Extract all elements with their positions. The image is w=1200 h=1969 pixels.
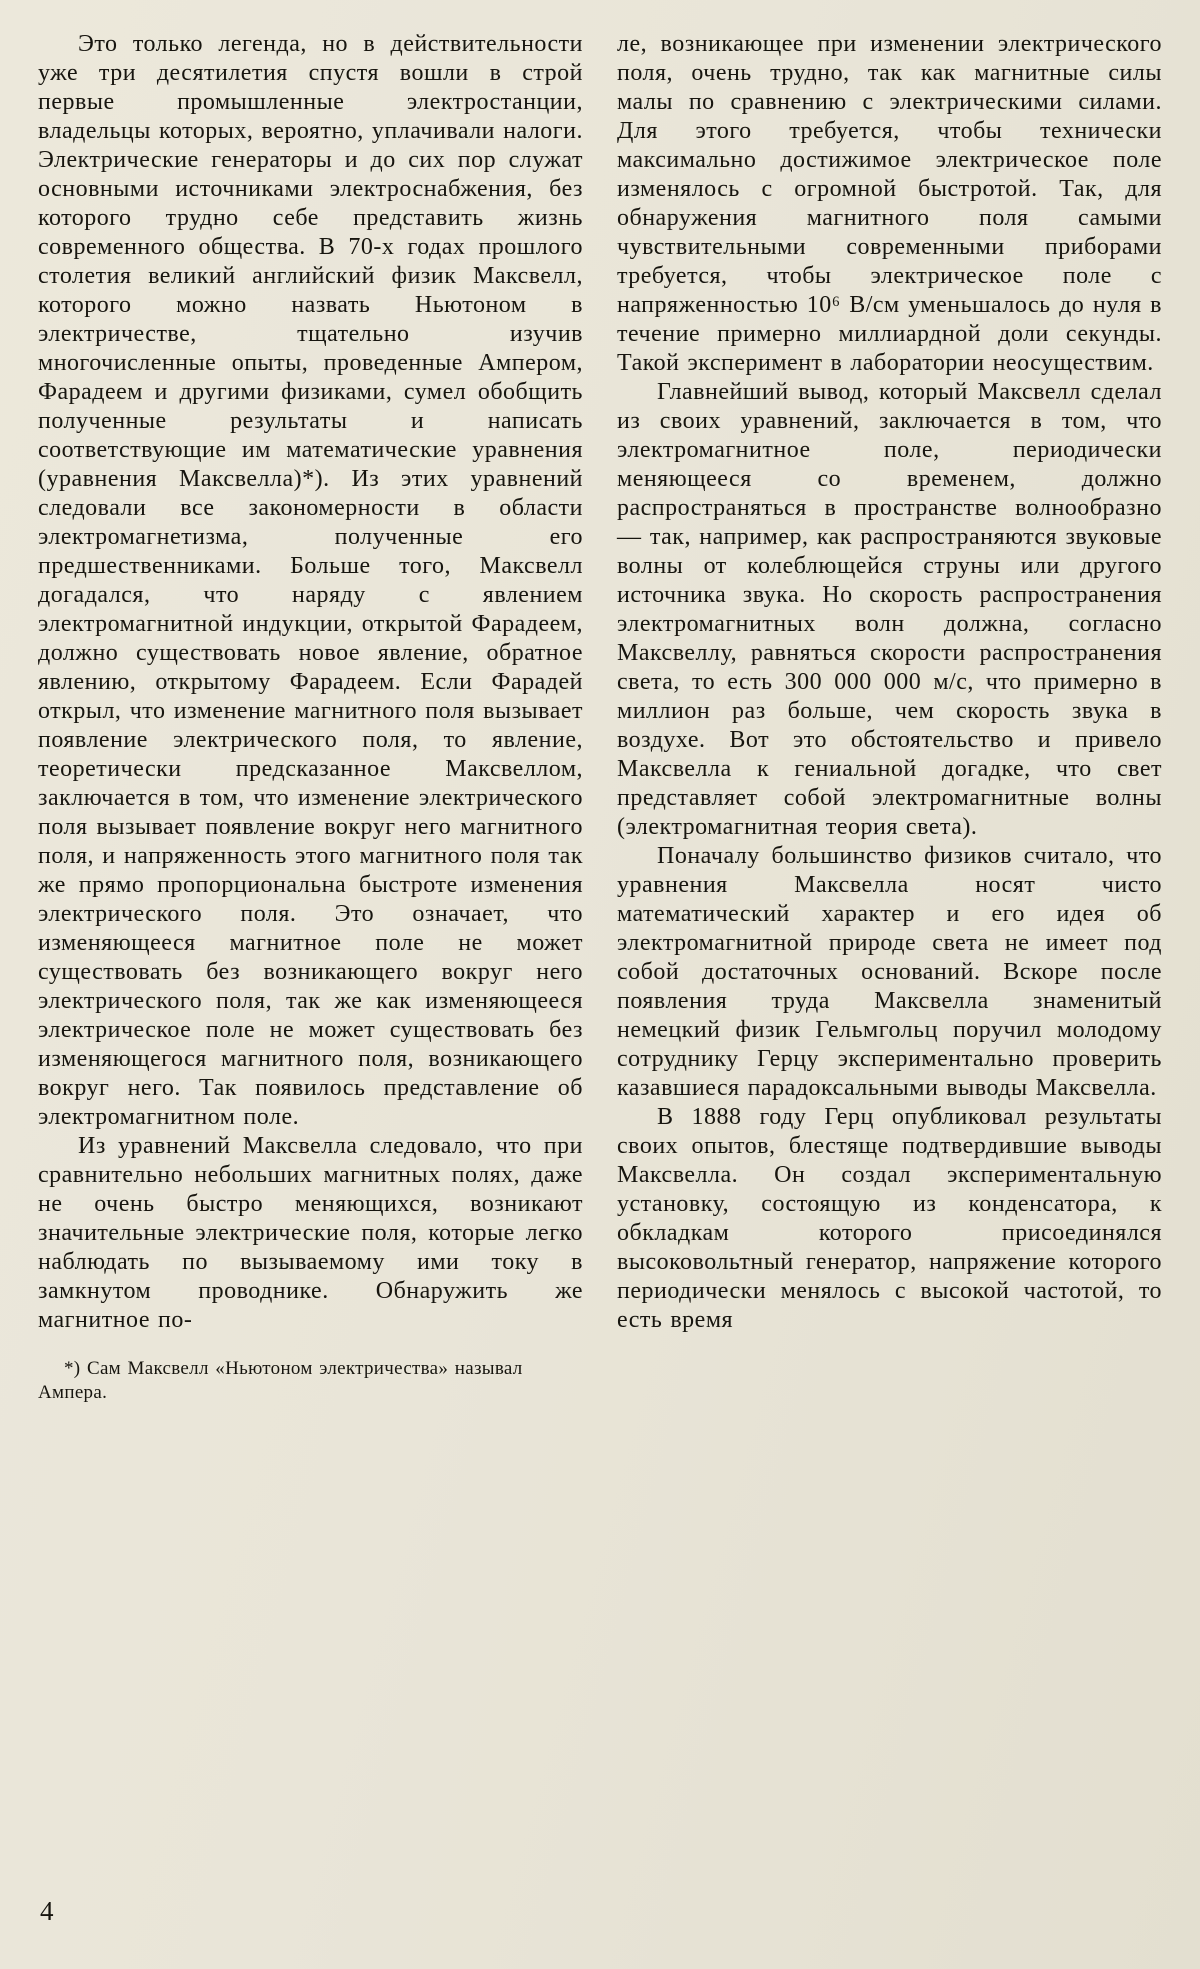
paragraph: Из уравнений Максвелла следовало, что при сравнительно небольших магнитных полях, даже не очень быстро меняющихся, возникают значительные электрические поля, которые легко наблюдать по вызываемому ими току в замкнутом проводнике. Обнаружить же магнитное по- — [38, 1133, 583, 1333]
right-column — [617, 30, 1162, 1335]
paragraph: Это только легенда, но в действительности уже три десятилетия спустя вошли в строй первые промышленные электростанции, владельцы которых, вероятно, уплачивали налоги. Электрические генераторы и до сих пор служат основными источниками электроснабжения, без которого трудно себе представить жизнь современного общества. В 70-х годах прошлого столетия великий английский физик Максвелл, которого можно назвать Ньютоном в электричестве, тщательно изучив многочисленные опыты, проведенные Ампером, Фарадеем и другими физиками, сумел обобщить полученные результаты и написать соответствующие им математические уравнения (уравнения Максвелла)*). Из этих уравнений следовали все закономерности в области электромагнетизма, полученные его предшественниками. Больше того, Максвелл догадался, что наряду с явлением электромагнитной индукции, открытой Фарадеем, должно существовать новое явление, обратное явлению, открытому Фарадеем. Если Фарадей открыл, что изменение магнитного поля вызывает появление электрического поля, то явление, теоретически предсказанное Максвеллом, заключается в том, что изменение электрического поля вызывает появление вокруг него магнитного поля, и напряженность этого магнитного поля так же прямо пропорциональна быстроте изменения электрического поля. Это означает, что изменяющееся магнитное поле не может существовать без возникающего вокруг него электрического поля, так же как изменяющееся электрическое поле не может существовать без изменяющегося магнитного поля, возникающего вокруг него. Так появилось представление об электромагнитном поле. — [38, 31, 583, 1130]
left-column — [38, 30, 583, 1405]
paragraph: В 1888 году Герц опубликовал результаты своих опытов, блестяще подтвердившие выводы Максвелла. Он создал экспериментальную установку, состоящую из конденсатора, к обкладкам которого присоединялся высоковольтный генератор, напряжение которого периодически менялось с высокой частотой, то есть время — [617, 1104, 1162, 1333]
paragraph: Главнейший вывод, который Максвелл сделал из своих уравнений, заключается в том, что электромагнитное поле, периодически меняющееся со временем, должно распространяться в пространстве волнообразно — так, например, как распространяются звуковые волны от колеблющейся струны или другого источника звука. Но скорость распространения электромагнитных волн должна, согласно Максвеллу, равняться скорости распространения света, то есть 300 000 000 м/с, что примерно в миллион раз больше, чем скорость звука в воздухе. Вот это обстоятельство и привело Максвелла к гениальной догадке, что свет представляет собой электромагнитные волны (электромагнитная теория света). — [617, 379, 1162, 840]
page-number: 4 — [40, 1896, 54, 1926]
footnote: *) Сам Максвелл «Ньютоном электричества» называл Ампера. — [38, 1358, 523, 1403]
paragraph: Поначалу большинство физиков считало, что уравнения Максвелла носят чисто математический характер и его идея об электромагнитной природе света не имеет под собой достаточных оснований. Вскоре после появления труда Максвелла знаменитый немецкий физик Гельмгольц поручил молодому сотруднику Герцу экспериментально проверить казавшиеся парадоксальными выводы Максвелла. — [617, 843, 1162, 1101]
paragraph: ле, возникающее при изменении электрического поля, очень трудно, так как магнитные силы малы по сравнению с электрическими силами. Для этого требуется, чтобы технически максимально достижимое электрическое поле изменялось с огромной быстротой. Так, для обнаружения магнитного поля самыми чувствительными современными приборами требуется, чтобы электрическое поле с напряженностью 10⁶ В/см уменьшалось до нуля в течение примерно миллиардной доли секунды. Такой эксперимент в лаборатории неосуществим. — [617, 31, 1162, 376]
text-columns — [38, 30, 1162, 1405]
